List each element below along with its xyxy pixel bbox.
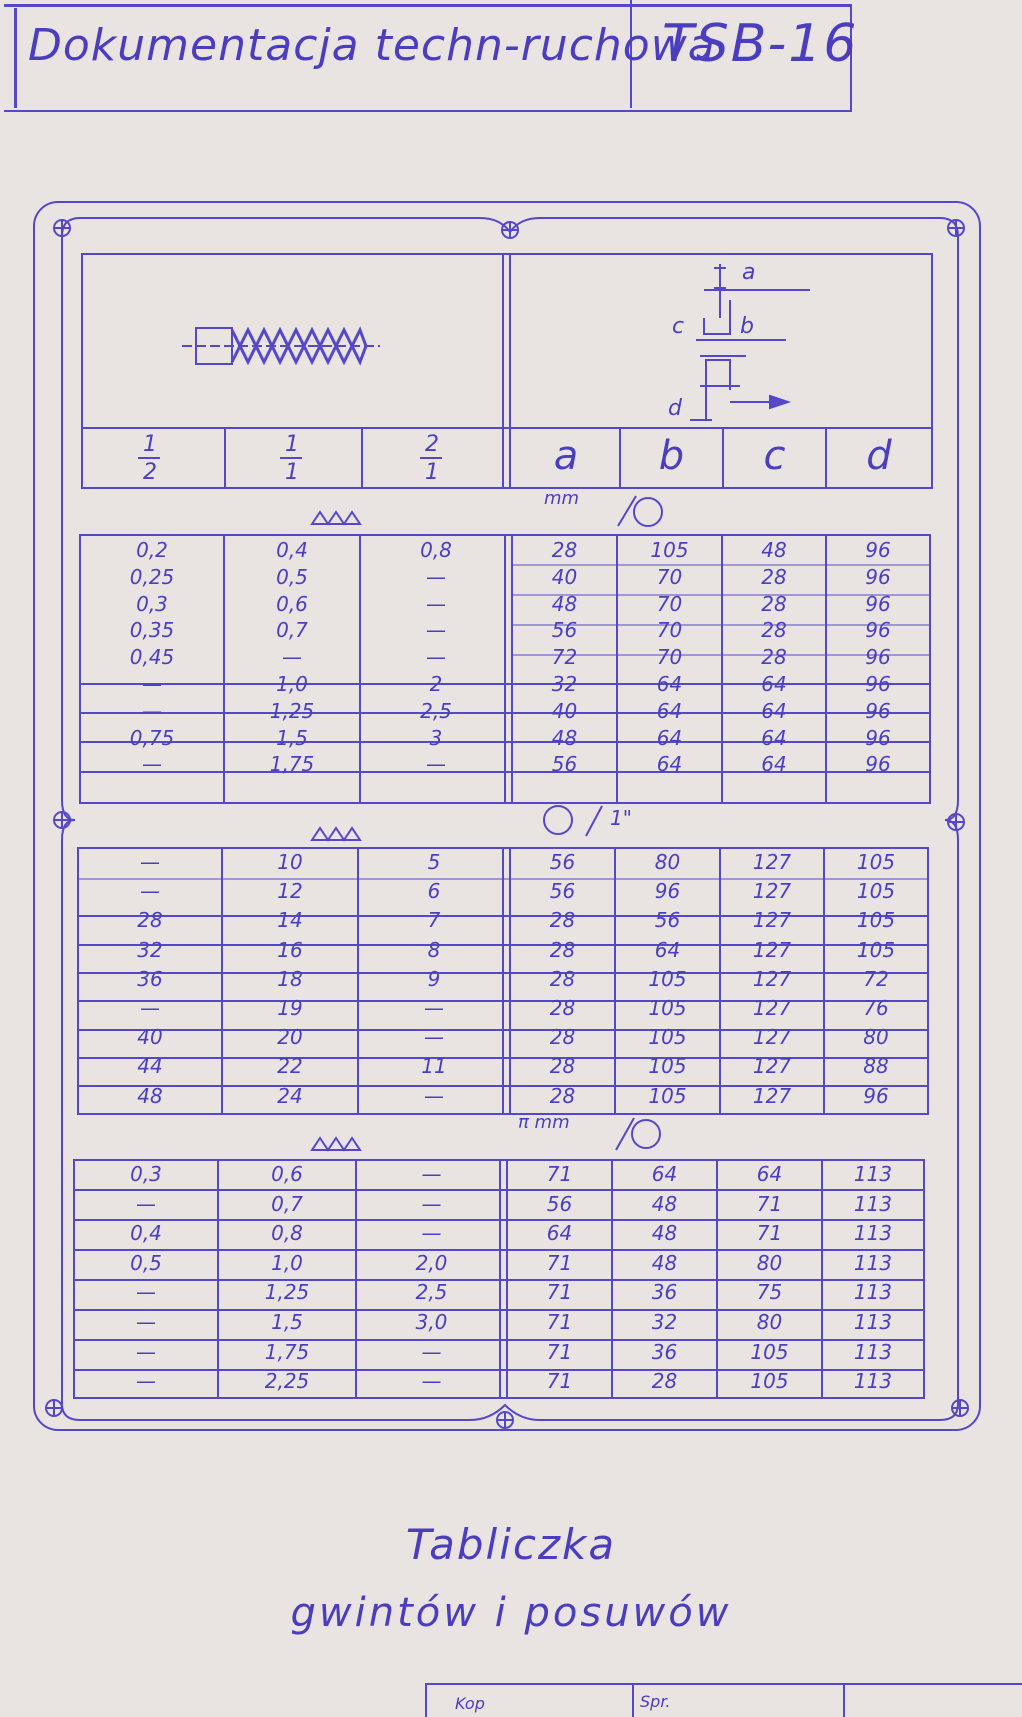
section-2-cell-r5-c6: 127: [752, 966, 792, 991]
section-2-cell-r6-c5: 105: [648, 996, 687, 1020]
section-3-cell-r8-c1: —: [136, 1369, 156, 1394]
machine-code: TSB-16: [662, 14, 859, 74]
section-3-cell-r2-c2: 0,7: [271, 1191, 303, 1216]
section-3-cell-r2-c1: —: [136, 1191, 156, 1216]
section-3-cell-r2-c6: 71: [756, 1191, 783, 1216]
section-1-cell-r1-c7: 96: [865, 538, 891, 562]
section-1-cell-r7-c3: 2,5: [420, 698, 452, 723]
section-3-cell-r8-c6: 105: [750, 1369, 789, 1394]
ratio-header-1-den: 2: [143, 460, 157, 485]
section-1-cell-r2-c5: 70: [656, 564, 683, 589]
section-1-cell-r1-c2: 0,4: [276, 538, 308, 562]
section-2-cell-r7-c2: 20: [277, 1025, 303, 1050]
section-2-cell-r5-c7: 72: [863, 966, 889, 991]
section-2-cell-r2-c4: 56: [549, 879, 576, 904]
footer-spr-label: Spr.: [640, 1692, 671, 1711]
section-3-cell-r4-c5: 48: [651, 1250, 678, 1275]
section-3-cell-r1-c4: 71: [546, 1162, 573, 1186]
section-1-cell-r9-c3: —: [426, 752, 446, 777]
section-3-cell-r6-c7: 113: [853, 1310, 893, 1334]
footer-stamp: [425, 1683, 1022, 1717]
footer-divider-1: [632, 1683, 634, 1717]
section-3-cell-r4-c1: 0,5: [130, 1250, 162, 1275]
section-2-cell-r4-c1: 32: [137, 937, 163, 962]
section-3-cell-r3-c7: 113: [853, 1221, 893, 1246]
section-3-cell-r8-c7: 113: [853, 1369, 893, 1394]
section-1-cell-r5-c3: —: [426, 645, 446, 670]
section-1-cell-r6-c3: 2: [429, 672, 443, 696]
section-1-cell-r4-c7: 96: [865, 618, 891, 643]
section-3-cell-r4-c7: 113: [853, 1250, 893, 1275]
section-2-cell-r7-c6: 127: [752, 1025, 792, 1050]
section-3-cell-r6-c6: 80: [756, 1310, 783, 1334]
section-2-cell-r1-c4: 56: [549, 850, 576, 874]
section-3-cell-r6-c5: 32: [651, 1310, 678, 1334]
section-1-cell-r1-c6: 48: [761, 538, 787, 562]
section-1-cell-r7-c6: 64: [761, 698, 787, 723]
section-2-cell-r6-c6: 127: [752, 996, 792, 1020]
gear-header-d: d: [866, 433, 892, 479]
section-1-cell-r2-c7: 96: [865, 564, 891, 589]
section-2-cell-r4-c2: 16: [277, 937, 303, 962]
section-1-cell-r9-c5: 64: [656, 752, 683, 777]
section-2-cell-r1-c6: 127: [752, 850, 792, 874]
ratio-header-1-num: 1: [143, 432, 157, 457]
section-2-cell-r7-c1: 40: [137, 1025, 163, 1050]
section-1-cell-r6-c6: 64: [761, 672, 787, 696]
section-2-cell-r9-c3: —: [424, 1083, 444, 1108]
section-2-cell-r4-c5: 64: [654, 937, 681, 962]
section-3-cell-r3-c4: 64: [546, 1221, 573, 1246]
section-3-cell-r1-c3: —: [421, 1162, 442, 1186]
section-3-cell-r1-c2: 0,6: [271, 1162, 303, 1186]
section-1-cell-r2-c3: —: [426, 564, 446, 589]
pitch-symbol-1: [634, 498, 662, 526]
section-3-cell-r1-c6: 64: [756, 1162, 783, 1186]
section-2-cell-r8-c3: 11: [421, 1054, 447, 1079]
section-2-cell-r2-c3: 6: [427, 879, 441, 904]
section-1-cell-r7-c1: —: [142, 698, 162, 723]
section-1-cell-r3-c4: 48: [551, 591, 578, 616]
section-1-cell-r4-c6: 28: [761, 618, 787, 643]
threaded-rod-icon: [182, 328, 380, 364]
section-3-cell-r5-c3: 2,5: [415, 1280, 448, 1305]
section-2-cell-r6-c1: —: [140, 996, 160, 1020]
section-3-cell-r7-c7: 113: [853, 1339, 893, 1364]
section-3-cell-r3-c5: 48: [651, 1221, 678, 1246]
section-1-cell-r2-c1: 0,25: [129, 564, 175, 589]
section-1-cell-r5-c2: —: [282, 645, 302, 670]
section-2-cell-r3-c4: 28: [549, 908, 576, 933]
section-3-cell-r3-c1: 0,4: [130, 1221, 162, 1246]
section-1-cell-r8-c7: 96: [865, 725, 891, 750]
section-2-cell-r3-c6: 127: [752, 908, 792, 933]
section-3-cell-r7-c3: —: [421, 1339, 442, 1364]
section-3-cell-r4-c3: 2,0: [415, 1250, 448, 1275]
thread-marker-1: [312, 512, 360, 524]
section-3-cell-r8-c4: 71: [546, 1369, 573, 1394]
section-2-cell-r8-c2: 22: [277, 1054, 303, 1079]
section-3-cell-r2-c5: 48: [651, 1191, 678, 1216]
section-2-cell-r4-c3: 8: [427, 937, 441, 962]
section-3-cell-r3-c3: —: [421, 1221, 442, 1246]
section-2-cell-r1-c3: 5: [427, 850, 441, 874]
section-2-cell-r7-c7: 80: [863, 1025, 889, 1050]
pitch-symbol-2: [544, 806, 572, 834]
section-2-cell-r6-c2: 19: [277, 996, 303, 1020]
section-1-cell-r3-c7: 96: [865, 591, 891, 616]
caption-subtitle: gwintów i posuwów: [290, 1590, 732, 1636]
section-2-cell-r9-c6: 127: [752, 1083, 792, 1108]
section-2-cell-r8-c4: 28: [549, 1054, 576, 1079]
document-title: Dokumentacja techn-ruchowa: [28, 20, 716, 71]
section-1-cell-r9-c6: 64: [761, 752, 787, 777]
section-2-unit: 1": [610, 806, 632, 830]
section-2-cell-r1-c7: 105: [856, 850, 896, 874]
section-1-cell-r5-c4: 72: [551, 645, 578, 670]
thread-marker-3: [312, 1138, 360, 1150]
section-3-cell-r7-c6: 105: [750, 1339, 789, 1364]
section-3-cell-r4-c2: 1,0: [271, 1250, 303, 1275]
section-3-cell-r8-c3: —: [421, 1369, 442, 1394]
footer-divider-2: [843, 1683, 845, 1717]
gear-header-b: b: [658, 433, 685, 479]
section-3-cell-r7-c1: —: [136, 1339, 156, 1364]
diagram-label-c: c: [672, 314, 685, 339]
section-1-cell-r3-c5: 70: [656, 591, 683, 616]
section-1-cell-r9-c4: 56: [551, 752, 578, 777]
section-3-cell-r3-c2: 0,8: [271, 1221, 303, 1246]
section-3-cell-r6-c3: 3,0: [415, 1310, 448, 1334]
section-3-cell-r5-c2: 1,25: [264, 1280, 310, 1305]
section-2-cell-r5-c1: 36: [137, 966, 163, 991]
section-2-cell-r7-c3: —: [424, 1025, 444, 1050]
section-1-cell-r9-c1: —: [142, 752, 162, 777]
section-2-cell-r9-c1: 48: [137, 1083, 163, 1108]
section-1-cell-r4-c5: 70: [656, 618, 683, 643]
section-1-cell-r8-c5: 64: [656, 725, 683, 750]
section-3-cell-r4-c4: 71: [546, 1250, 573, 1275]
section-3-cell-r7-c4: 71: [546, 1339, 573, 1364]
section-1-cell-r4-c4: 56: [551, 618, 578, 643]
section-1-cell-r6-c2: 1,0: [276, 672, 308, 696]
section-3-cell-r2-c3: —: [421, 1191, 442, 1216]
section-2-cell-r1-c2: 10: [277, 850, 303, 874]
section-2-cell-r9-c4: 28: [549, 1083, 576, 1108]
section-3-cell-r6-c2: 1,5: [271, 1310, 303, 1334]
section-1-cell-r5-c1: 0,45: [129, 645, 175, 670]
section-1-cell-r7-c4: 40: [551, 698, 578, 723]
section-3-cell-r8-c5: 28: [651, 1369, 678, 1394]
section-3-cell-r2-c7: 113: [853, 1191, 893, 1216]
section-1-cell-r3-c6: 28: [761, 591, 787, 616]
section-2-cell-r9-c7: 96: [863, 1083, 889, 1108]
section-2-cell-r5-c3: 9: [427, 966, 441, 991]
section-2-cell-r4-c6: 127: [752, 937, 792, 962]
section-2-cell-r2-c5: 96: [654, 879, 681, 904]
section-1-cell-r8-c1: 0,75: [129, 725, 175, 750]
footer-kop-label: Kop: [455, 1694, 485, 1713]
section-3-cell-r1-c7: 113: [853, 1162, 893, 1186]
section-2-cell-r1-c1: —: [140, 850, 160, 874]
ratio-header-3-num: 2: [425, 432, 439, 457]
section-3-cell-r6-c1: —: [136, 1310, 156, 1334]
section-1-unit: mm: [544, 488, 580, 509]
section-2-cell-r6-c4: 28: [549, 996, 576, 1020]
section-2-cell-r9-c2: 24: [277, 1083, 303, 1108]
section-2-cell-r4-c4: 28: [549, 937, 576, 962]
section-1-cell-r8-c4: 48: [551, 725, 578, 750]
section-1-cell-r1-c5: 105: [650, 538, 689, 562]
section-2-cell-r8-c7: 88: [863, 1054, 889, 1079]
section-1-cell-r8-c3: 3: [429, 725, 443, 750]
section-3-cell-r2-c4: 56: [546, 1191, 573, 1216]
section-3-cell-r5-c5: 36: [651, 1280, 678, 1305]
section-1-cell-r8-c2: 1,5: [276, 725, 308, 750]
section-3-cell-r6-c4: 71: [546, 1310, 573, 1334]
section-1-cell-r1-c3: 0,8: [420, 538, 452, 562]
diagram-label-b: b: [740, 314, 754, 339]
section-2-cell-r4-c7: 105: [856, 937, 896, 962]
section-1-cell-r3-c1: 0,3: [136, 591, 168, 616]
section-3-unit: π mm: [518, 1112, 570, 1133]
section-2-cell-r5-c5: 105: [648, 966, 687, 991]
section-2-cell-r2-c2: 12: [277, 879, 303, 904]
section-1-cell-r4-c3: —: [426, 618, 446, 643]
section-3-cell-r1-c1: 0,3: [130, 1162, 162, 1186]
section-3-cell-r1-c5: 64: [651, 1162, 678, 1186]
section-1-cell-r6-c4: 32: [551, 672, 578, 696]
section-2-cell-r3-c5: 56: [654, 908, 681, 933]
section-1-cell-r5-c6: 28: [761, 645, 787, 670]
caption-title: Tabliczka: [405, 1520, 617, 1569]
section-2-cell-r9-c5: 105: [648, 1083, 687, 1108]
section-2-cell-r8-c6: 127: [752, 1054, 792, 1079]
section-1-cell-r9-c2: 1,75: [269, 752, 315, 777]
section-1-cell-r7-c5: 64: [656, 698, 683, 723]
section-2-cell-r3-c2: 14: [277, 908, 303, 933]
section-1-cell-r2-c4: 40: [551, 564, 578, 589]
section-2-cell-r3-c7: 105: [856, 908, 896, 933]
section-2-cell-r3-c1: 28: [137, 908, 163, 933]
section-2-cell-r8-c1: 44: [137, 1054, 163, 1079]
section-1-cell-r3-c2: 0,6: [276, 591, 308, 616]
section-2-cell-r6-c3: —: [424, 996, 444, 1020]
section-3-cell-r5-c7: 113: [853, 1280, 893, 1305]
section-3-cell-r7-c5: 36: [651, 1339, 678, 1364]
section-2-cell-r6-c7: 76: [863, 996, 889, 1020]
section-3-cell-r5-c4: 71: [546, 1280, 573, 1305]
section-2-cell-r2-c7: 105: [856, 879, 896, 904]
ratio-header-2-den: 1: [285, 460, 299, 485]
section-2-cell-r3-c3: 7: [427, 908, 441, 933]
section-1-cell-r6-c5: 64: [656, 672, 683, 696]
section-1-cell-r3-c3: —: [426, 591, 446, 616]
thread-marker-2: [312, 828, 360, 840]
section-1-cell-r5-c7: 96: [865, 645, 891, 670]
section-3-cell-r3-c6: 71: [756, 1221, 783, 1246]
ratio-header-3-den: 1: [425, 460, 439, 485]
section-2-cell-r8-c5: 105: [648, 1054, 687, 1079]
gear-header-c: c: [763, 433, 786, 479]
section-1-cell-r2-c2: 0,5: [276, 564, 308, 589]
ratio-header-2-num: 1: [285, 432, 299, 457]
pitch-symbol-3: [632, 1120, 660, 1148]
section-1-cell-r1-c4: 28: [551, 538, 578, 562]
diagram-label-d: d: [668, 396, 682, 421]
section-1-cell-r6-c7: 96: [865, 672, 891, 696]
section-3-cell-r7-c2: 1,75: [264, 1339, 310, 1364]
section-2-cell-r5-c4: 28: [549, 966, 576, 991]
diagram-label-a: a: [742, 260, 756, 285]
section-3-cell-r5-c1: —: [136, 1280, 156, 1305]
section-1-cell-r8-c6: 64: [761, 725, 787, 750]
section-1-cell-r4-c1: 0,35: [129, 618, 175, 643]
section-1-cell-r7-c7: 96: [865, 698, 891, 723]
section-1-cell-r5-c5: 70: [656, 645, 683, 670]
section-1-cell-r7-c2: 1,25: [269, 698, 315, 723]
section-3-cell-r5-c6: 75: [756, 1280, 783, 1305]
section-2-cell-r2-c1: —: [140, 879, 160, 904]
section-3-cell-r8-c2: 2,25: [264, 1369, 310, 1394]
section-2-cell-r1-c5: 80: [654, 850, 681, 874]
section-1-cell-r4-c2: 0,7: [276, 618, 308, 643]
section-2-cell-r7-c4: 28: [549, 1025, 576, 1050]
section-3-cell-r4-c6: 80: [756, 1250, 783, 1275]
gear-train-diagram: [690, 260, 810, 420]
section-1-cell-r1-c1: 0,2: [136, 538, 168, 562]
section-2-cell-r5-c2: 18: [277, 966, 303, 991]
section-1-cell-r9-c7: 96: [865, 752, 891, 777]
gear-header-a: a: [553, 433, 579, 479]
section-1-cell-r6-c1: —: [142, 672, 162, 696]
section-2-cell-r7-c5: 105: [648, 1025, 687, 1050]
section-1-cell-r2-c6: 28: [761, 564, 787, 589]
section-2-cell-r2-c6: 127: [752, 879, 792, 904]
